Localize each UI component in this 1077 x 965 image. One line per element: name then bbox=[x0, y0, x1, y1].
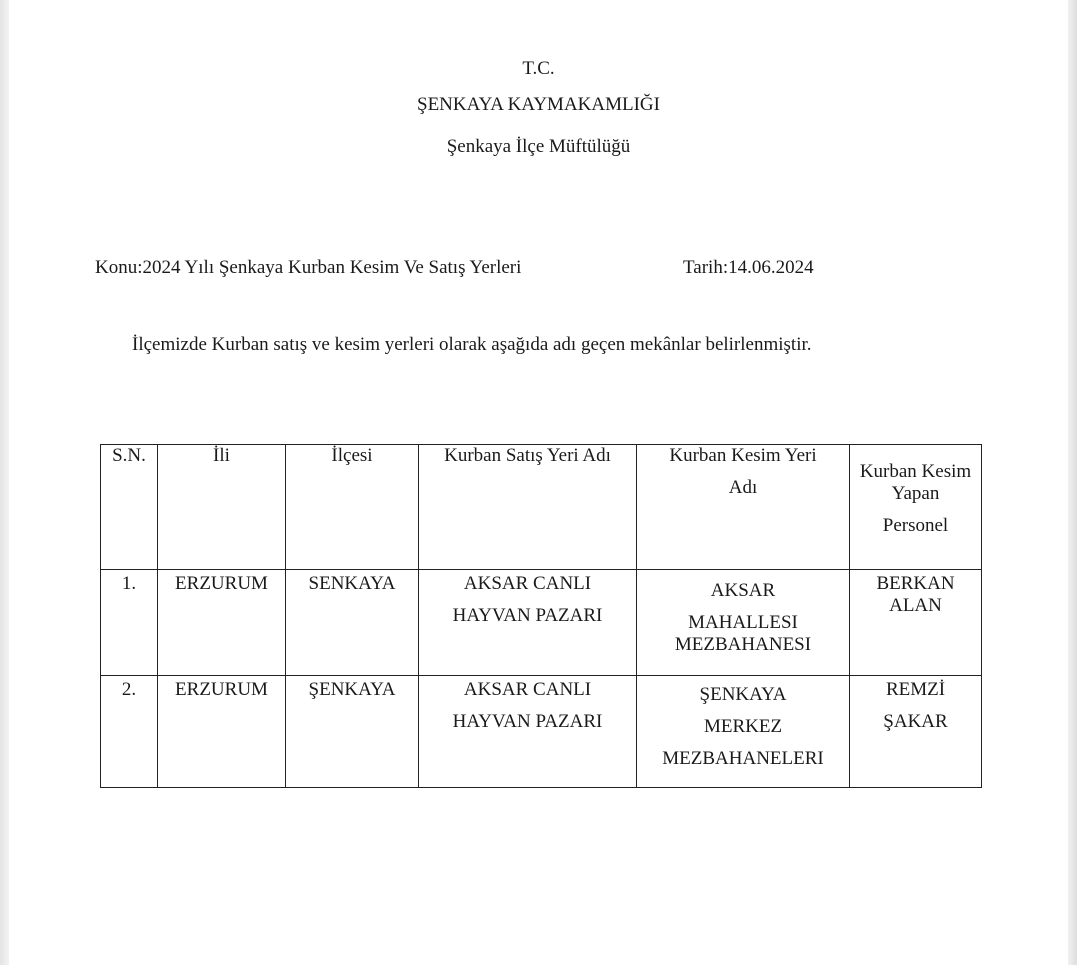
header-cell-personel bbox=[850, 445, 982, 570]
header-cell-sn bbox=[101, 445, 158, 570]
header-personel-label-1: Kurban Kesim bbox=[859, 461, 972, 482]
header-sn-label: S.N. bbox=[112, 445, 146, 466]
row-personel-line-1: REMZİ bbox=[885, 679, 946, 700]
cell-il bbox=[158, 570, 286, 676]
row-ilce: SENKAYA bbox=[308, 573, 396, 594]
cell-satis bbox=[419, 676, 637, 788]
cell-kesim bbox=[637, 570, 850, 676]
header-satis-label: Kurban Satış Yeri Adı bbox=[444, 445, 611, 466]
table-header-row bbox=[101, 445, 982, 570]
table-row bbox=[101, 570, 982, 676]
cell-personel bbox=[850, 570, 982, 676]
row-il: ERZURUM bbox=[175, 573, 268, 594]
intro-paragraph: İlçemizde Kurban satış ve kesim yerleri olarak aşağıda adı geçen mekânlar belirlenmiştir. bbox=[132, 334, 812, 355]
header-personel-label-3: Personel bbox=[882, 515, 949, 536]
header-cell-ilce bbox=[286, 445, 419, 570]
header-tc: T.C. bbox=[522, 58, 555, 79]
cell-ilce bbox=[286, 676, 419, 788]
header-kesim-label-2: Adı bbox=[728, 477, 758, 498]
cell-sn bbox=[101, 676, 158, 788]
header-muftuluk: Şenkaya İlçe Müftülüğü bbox=[446, 136, 631, 157]
row-kesim-line-3: MEZBAHANELERI bbox=[662, 748, 824, 769]
header-personel-label-2: Yapan bbox=[891, 483, 940, 504]
row-kesim-line-3: MEZBAHANESI bbox=[674, 634, 812, 655]
row-personel-line-2: ALAN bbox=[889, 595, 942, 616]
row-kesim-line-2: MERKEZ bbox=[703, 716, 783, 737]
header-il-label: İli bbox=[213, 445, 230, 466]
header-cell-kesim bbox=[637, 445, 850, 570]
row-personel-line-1: BERKAN bbox=[876, 573, 955, 594]
cell-personel bbox=[850, 676, 982, 788]
header-kesim-label-1: Kurban Kesim Yeri bbox=[669, 445, 817, 466]
row-kesim-line-2: MAHALLESI bbox=[688, 612, 798, 633]
cell-kesim bbox=[637, 676, 850, 788]
table-row bbox=[101, 676, 982, 788]
cell-il bbox=[158, 676, 286, 788]
header-kaymakamlik: ŞENKAYA KAYMAKAMLIĞI bbox=[417, 94, 660, 115]
cell-satis bbox=[419, 570, 637, 676]
row-kesim-line-1: AKSAR bbox=[710, 580, 776, 601]
row-ilce: ŞENKAYA bbox=[308, 679, 396, 700]
row-il: ERZURUM bbox=[175, 679, 268, 700]
cell-sn bbox=[101, 570, 158, 676]
header-ilce-label: İlçesi bbox=[331, 445, 373, 466]
places-table bbox=[100, 444, 982, 788]
header-cell-satis bbox=[419, 445, 637, 570]
row-satis-line-1: AKSAR CANLI bbox=[463, 679, 592, 700]
row-satis-line-2: HAYVAN PAZARI bbox=[452, 711, 603, 732]
header-cell-il bbox=[158, 445, 286, 570]
row-sn: 2. bbox=[121, 679, 137, 700]
row-kesim-line-1: ŞENKAYA bbox=[699, 684, 787, 705]
subject-line: Konu:2024 Yılı Şenkaya Kurban Kesim Ve Satış Yerleri bbox=[95, 257, 522, 278]
row-personel-line-2: ŞAKAR bbox=[883, 711, 948, 732]
row-satis-line-2: HAYVAN PAZARI bbox=[452, 605, 603, 626]
cell-ilce bbox=[286, 570, 419, 676]
document-date: Tarih:14.06.2024 bbox=[683, 257, 814, 278]
row-satis-line-1: AKSAR CANLI bbox=[463, 573, 592, 594]
row-sn: 1. bbox=[121, 573, 137, 594]
